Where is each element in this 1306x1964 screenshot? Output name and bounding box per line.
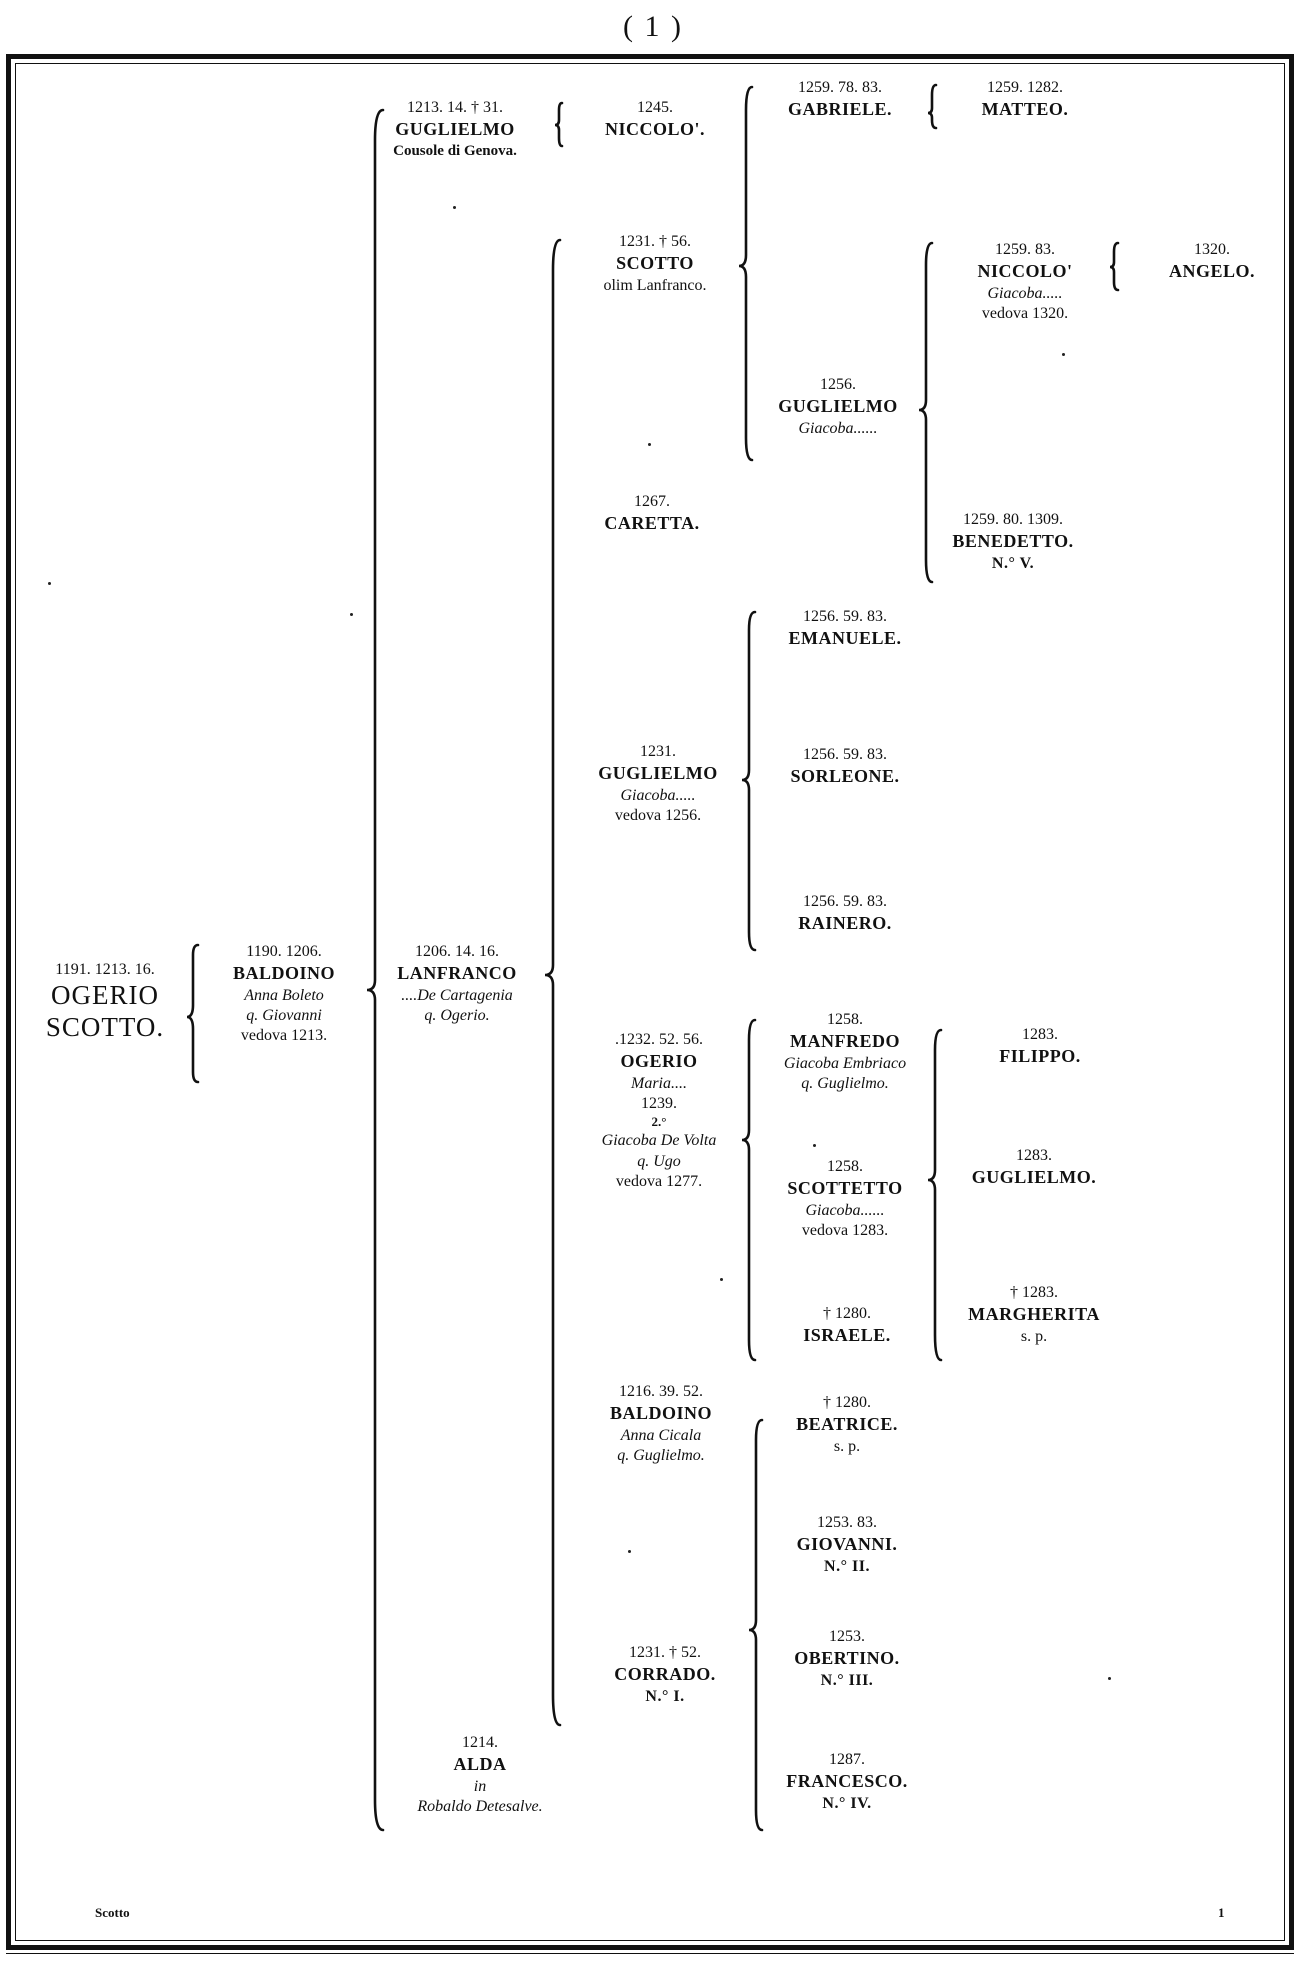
person-spouse: Giacoba Embriaco (783, 1054, 907, 1072)
person-name: CORRADO. (614, 1664, 716, 1685)
person-number: N.° V. (991, 554, 1035, 572)
person-spouse: Giacoba..... (620, 786, 696, 804)
person-date: 1259. 83. (995, 241, 1055, 258)
person-date: 1258. (827, 1158, 863, 1175)
person-date: 1259. 80. 1309. (963, 511, 1063, 528)
person-niccolo-1259 (915, 240, 1135, 324)
person-note: in (473, 1777, 487, 1795)
person-name: MANFREDO (790, 1031, 900, 1052)
person-date-2: 1239. (641, 1094, 677, 1112)
person-spouse-father: q. Guglielmo. (801, 1074, 889, 1092)
person-name: ALDA (453, 1754, 507, 1775)
person-name: GUGLIELMO. (971, 1167, 1097, 1188)
page-number: ( 1 ) (623, 10, 683, 43)
person-name: GUGLIELMO (598, 763, 718, 784)
person-angelo (1117, 240, 1306, 284)
person-name: CARETTA. (604, 513, 700, 534)
person-spouse: Giacoba...... (805, 1201, 885, 1219)
person-emanuele (735, 607, 955, 651)
print-speck (1108, 1677, 1111, 1680)
footer-signature-number: 1 (1218, 1905, 1225, 1920)
person-date: 1283. (1022, 1026, 1058, 1043)
person-number: N.° III. (820, 1671, 874, 1689)
person-caretta (542, 492, 762, 536)
print-speck (453, 206, 456, 209)
person-date: 1206. 14. 16. (415, 943, 499, 960)
person-date: † 1280. (823, 1305, 871, 1322)
person-name: FILIPPO. (999, 1046, 1081, 1067)
person-note: vedova 1213. (240, 1027, 328, 1045)
person-date: 1259. 78. 83. (798, 79, 882, 96)
person-note: olim Lanfranco. (603, 276, 707, 294)
person-date: 1267. (634, 493, 670, 510)
person-rainero (735, 892, 955, 936)
person-beatrice (737, 1393, 957, 1457)
person-date: 1214. (462, 1734, 498, 1751)
person-spouse: Giacoba..... (987, 284, 1063, 302)
person-name: GUGLIELMO (395, 119, 515, 140)
person-name: GABRIELE. (787, 99, 893, 120)
person-ogerio-scotto (0, 960, 210, 1043)
person-spouse-father: q. Ogerio. (424, 1006, 490, 1024)
person-name: SCOTTO (616, 253, 694, 274)
person-note: vedova 1277. (615, 1173, 703, 1190)
person-date: 1259. 1282. (987, 79, 1063, 96)
person-date: † 1283. (1010, 1284, 1058, 1301)
person-date: 1283. (1016, 1147, 1052, 1164)
print-speck (48, 582, 51, 585)
person-note: s. p. (833, 1437, 861, 1455)
person-name: GIOVANNI. (796, 1534, 898, 1555)
person-name: MATTEO. (981, 99, 1069, 120)
person-name: BALDOINO (609, 1403, 712, 1424)
person-scotto-lanfranco (545, 232, 765, 296)
person-date: 1320. (1194, 241, 1230, 258)
person-name: ISRAELE. (803, 1325, 891, 1346)
person-spouse: Maria.... (631, 1074, 687, 1092)
person-date: 1256. 59. 83. (803, 608, 887, 625)
person-manfredo (735, 1010, 955, 1094)
person-note: s. p. (1020, 1327, 1048, 1345)
print-speck (648, 443, 651, 446)
person-name: BALDOINO (232, 963, 335, 984)
person-date: 1287. (829, 1751, 865, 1768)
person-name: BEATRICE. (796, 1414, 898, 1435)
footer-family-name: Scotto (95, 1905, 130, 1920)
person-sorleone (735, 745, 955, 789)
person-name: OBERTINO. (794, 1648, 900, 1669)
person-name: SORLEONE. (790, 766, 900, 787)
person-date: 1256. 59. 83. (803, 893, 887, 910)
person-date: 1253. 83. (817, 1514, 877, 1531)
person-obertino (737, 1627, 957, 1691)
person-matteo (915, 78, 1135, 122)
person-guglielmo-1256 (728, 375, 948, 439)
person-spouse: ....De Cartagenia (401, 986, 513, 1004)
person-date: .1232. 52. 56. (615, 1031, 703, 1048)
person-number: N.° II. (824, 1557, 870, 1575)
person-spouse-father: q. Giovanni (246, 1006, 322, 1024)
person-name: NICCOLO'. (604, 119, 705, 140)
person-lanfranco (347, 942, 567, 1026)
person-date: 1213. 14. † 31. (407, 99, 503, 116)
person-date: 1245. (637, 99, 673, 116)
person-date: † 1280. (823, 1394, 871, 1411)
person-benedetto (903, 510, 1123, 574)
person-date: 1231. † 56. (619, 233, 691, 250)
person-date: 1190. 1206. (246, 943, 322, 960)
person-spouse-father: q. Ugo (637, 1152, 681, 1170)
person-spouse-2: Giacoba De Volta (601, 1132, 717, 1150)
person-note: vedova 1256. (614, 806, 702, 824)
person-spouse: Anna Cicala (620, 1426, 702, 1444)
person-number: N.° IV. (822, 1794, 872, 1812)
person-name: SCOTTETTO (787, 1178, 903, 1199)
person-name: GUGLIELMO (778, 396, 898, 417)
person-date: 1231. (640, 743, 676, 760)
person-spouse: Anna Boleto (244, 986, 324, 1004)
person-date: 1253. (829, 1628, 865, 1645)
person-name: EMANUELE. (788, 628, 902, 649)
person-date: 1216. 39. 52. (619, 1383, 703, 1400)
person-ordinal: 2.° (651, 1114, 667, 1130)
person-guglielmo-consul (345, 98, 565, 161)
person-note: vedova 1283. (801, 1221, 889, 1239)
person-date: 1258. (827, 1011, 863, 1028)
print-speck (813, 1144, 816, 1147)
person-date: 1256. (820, 376, 856, 393)
print-speck (350, 613, 353, 616)
person-alda (370, 1733, 590, 1817)
person-spouse-father: q. Guglielmo. (617, 1446, 705, 1464)
person-date: 1191. 1213. 16. (55, 961, 155, 978)
person-guglielmo-1283 (924, 1146, 1144, 1190)
person-francesco (737, 1750, 957, 1814)
person-note: Cousole di Genova. (393, 142, 517, 159)
person-name: NICCOLO' (977, 261, 1073, 282)
person-name: LANFRANCO (397, 963, 517, 984)
person-giovanni (737, 1513, 957, 1577)
person-name: SCOTTO. (45, 1011, 165, 1042)
person-name: RAINERO. (798, 913, 892, 934)
person-margherita (924, 1283, 1144, 1347)
person-name: MARGHERITA (968, 1304, 1100, 1325)
person-name: OGERIO (620, 1051, 698, 1072)
person-name: ANGELO. (1168, 261, 1255, 282)
person-scottetto (735, 1157, 955, 1241)
person-spouse: Robaldo Detesalve. (417, 1797, 543, 1815)
person-note: vedova 1320. (981, 304, 1069, 322)
person-date: 1231. † 52. (629, 1644, 701, 1661)
person-filippo (930, 1025, 1150, 1069)
person-date: 1256. 59. 83. (803, 746, 887, 763)
print-speck (1062, 353, 1065, 356)
person-name: BENEDETTO. (952, 531, 1074, 552)
person-number: N.° I. (645, 1687, 685, 1705)
print-speck (628, 1550, 631, 1553)
person-spouse: Giacoba...... (798, 419, 878, 437)
print-speck (720, 1278, 723, 1281)
person-name: OGERIO (51, 980, 159, 1011)
person-name: FRANCESCO. (786, 1771, 908, 1792)
